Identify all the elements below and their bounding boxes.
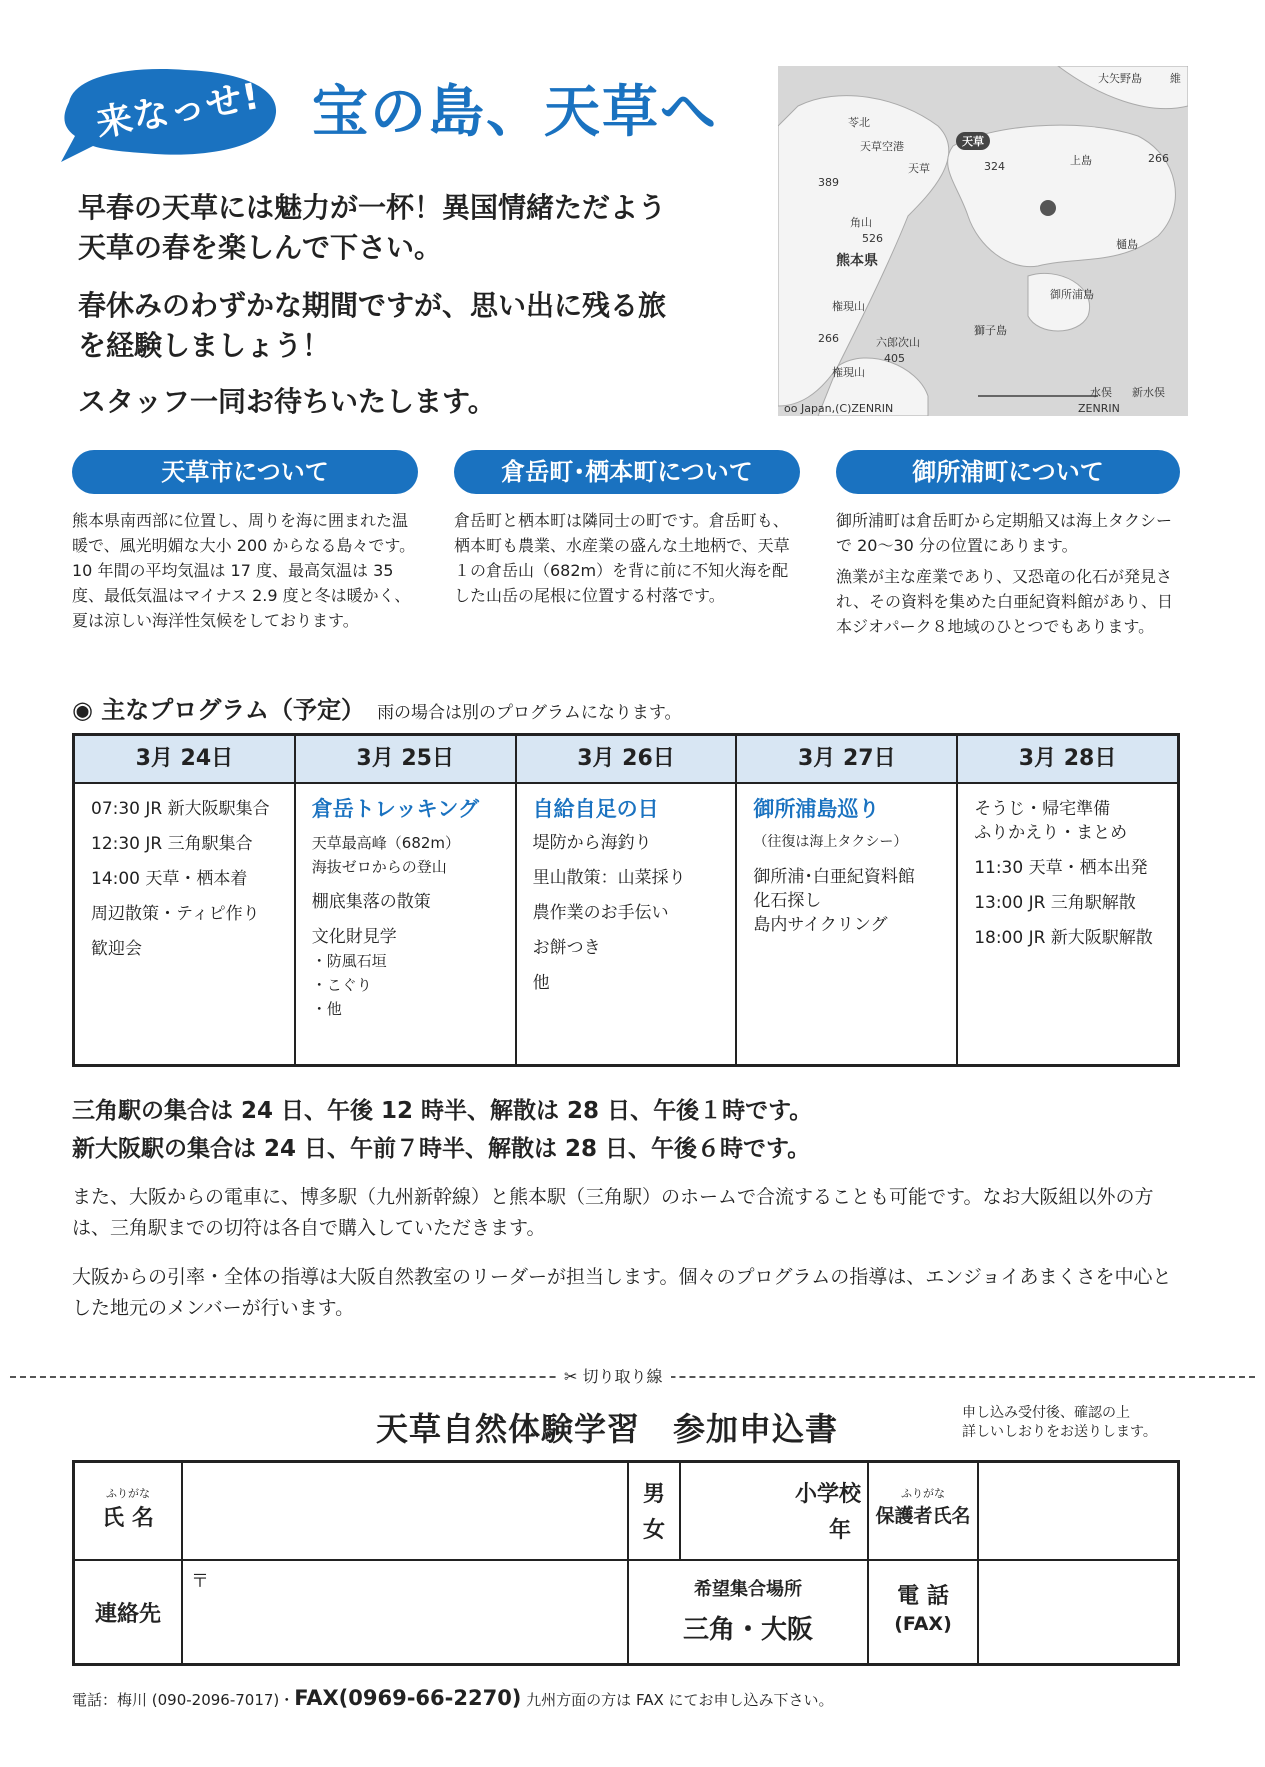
phone-input[interactable]	[979, 1561, 1177, 1665]
schedule-item: 12:30 JR 三角駅集合	[91, 834, 253, 854]
schedule-item: 島内サイクリング	[753, 915, 888, 935]
schedule-item: 里山散策：山菜採り	[532, 868, 686, 888]
badge-text: 来なっせ!	[93, 75, 264, 146]
lead-line-4: を経験しましょう！	[78, 329, 331, 362]
schedule-table	[72, 733, 1180, 1067]
schedule-item: 13:00 JR 三角駅解散	[974, 893, 1136, 913]
schedule-item: 歓迎会	[91, 939, 142, 959]
schedule-item: 天草最高峰（682m）	[311, 834, 461, 852]
phone-label: 電 話	[897, 1584, 949, 1609]
schedule-item: お餅つき	[532, 938, 601, 958]
application-form	[72, 1460, 1180, 1666]
gender-male[interactable]: 男	[642, 1482, 665, 1507]
schedule-item: 07:30 JR 新大阪駅集合	[91, 799, 270, 819]
section-paragraph: 御所浦町は倉岳町から定期船又は海上タクシーで 20〜30 分の位置にあります。	[836, 511, 1173, 555]
footer-contact	[72, 1686, 834, 1710]
map-label: 新水俣	[1132, 386, 1165, 399]
map-label: 熊本県	[836, 253, 878, 269]
program-note: 雨の場合は別のプログラムになります。	[377, 703, 682, 723]
contact-label: 連絡先	[94, 1602, 161, 1627]
fax-label: (FAX)	[894, 1613, 952, 1635]
schedule-item: 海抜ゼロからの登山	[311, 858, 447, 876]
schedule-item: （往復は海上タクシー）	[753, 834, 908, 850]
schedule-day	[737, 736, 958, 1064]
name-label	[75, 1485, 181, 1532]
page-title: 宝の島、天草へ	[312, 80, 718, 145]
map-label: 526	[862, 232, 883, 245]
map-label: 天草	[908, 162, 930, 175]
map-label: 405	[884, 352, 905, 365]
map-label: 天草空港	[860, 140, 904, 153]
schedule-item: ・他	[311, 1000, 342, 1018]
area-map	[778, 66, 1188, 416]
map-label: 獅子島	[974, 324, 1007, 337]
map-label: 上島	[1070, 154, 1092, 167]
schedule-item: 18:00 JR 新大阪駅解散	[974, 928, 1153, 948]
form-title: 天草自然体験学習 参加申込書	[376, 1410, 839, 1448]
schedule-item: 農作業のお手伝い	[532, 903, 669, 923]
furigana: ふりがな	[106, 1487, 150, 1500]
name-input[interactable]	[183, 1463, 627, 1559]
map-label: ZENRIN	[1078, 402, 1120, 415]
section-title-goshoura: 御所浦町について	[836, 450, 1180, 494]
map-label: 266	[1148, 152, 1169, 165]
day-date: 3月 26日	[517, 736, 736, 784]
lead-line-3: 春休みのわずかな期間ですが、思い出に残る旅	[78, 289, 667, 322]
schedule-item: 14:00 天草・栖本着	[91, 869, 248, 889]
section-text-kuratake	[454, 508, 802, 614]
program-heading-text: ◉ 主なプログラム（予定）	[72, 696, 366, 724]
day-date: 3月 25日	[296, 736, 515, 784]
schedule-item: そうじ・帰宅準備	[974, 799, 1111, 819]
guardian-label	[869, 1485, 977, 1528]
program-heading	[72, 690, 682, 725]
day-date: 3月 28日	[958, 736, 1177, 784]
meeting-label: 希望集合場所	[694, 1579, 802, 1600]
lead-line-5: スタッフ一同お待ちいたします。	[78, 385, 496, 418]
guardian-label-text: 保護者氏名	[875, 1505, 971, 1527]
schedule-item: ・こぐり	[311, 976, 372, 994]
day-date: 3月 27日	[737, 736, 956, 784]
meeting-value[interactable]: 三角・大阪	[682, 1615, 813, 1645]
map-label: 大矢野島	[1098, 72, 1142, 85]
map-label: 324	[984, 160, 1005, 173]
map-label: 水俣	[1090, 386, 1112, 399]
map-label: 266	[818, 332, 839, 345]
footer-note: 九州方面の方は FAX にてお申し込み下さい。	[521, 1691, 834, 1709]
map-label: 角山	[850, 216, 872, 229]
day-title: 自給自足の日	[532, 797, 659, 821]
schedule-item: 他	[532, 973, 550, 993]
section-paragraph: 漁業が主な産業であり、又恐竜の化石が発見され、その資料を集めた白亜紀資料館があり、日本ジオパーク８地域のひとつでもあります。	[836, 567, 1173, 636]
cut-line-label: ✂ 切り取り線	[556, 1364, 671, 1387]
schedule-item: ふりかえり・まとめ	[974, 823, 1128, 843]
notice-paragraph-2: 大阪からの引率・全体の指導は大阪自然教室のリーダーが担当します。個々のプログラムの指導は、エンジョイあまくさを中心とした地元のメンバーが行います。	[72, 1266, 1172, 1319]
form-note	[962, 1404, 1157, 1442]
schedule-item: 堤防から海釣り	[532, 833, 652, 853]
grade-label: 年	[828, 1518, 851, 1543]
day-date: 3月 24日	[75, 736, 294, 784]
lead-line-1: 早春の天草には魅力が一杯！異国情緒ただよう	[78, 191, 667, 224]
map-label: 天草	[956, 132, 990, 150]
schedule-item: ・防風石垣	[311, 952, 387, 970]
map-label: 御所浦島	[1050, 288, 1094, 301]
map-label: 389	[818, 176, 839, 189]
notice-mikado: 三角駅の集合は 24 日、午後 12 時半、解散は 28 日、午後１時です。	[72, 1098, 813, 1124]
footer-fax: FAX(0969-66-2270)	[294, 1686, 522, 1710]
section-paragraph: 倉岳町と栖本町は隣同士の町です。倉岳町も、栖本町も農業、水産業の盛んな土地柄で、天草１の倉岳山（682m）を背に前に不知火海を配した山岳の尾根に位置する村落です。	[454, 511, 790, 605]
guardian-input[interactable]	[979, 1463, 1177, 1559]
schedule-item: 11:30 天草・栖本出発	[974, 858, 1148, 878]
form-note-line: 申し込み受付後、確認の上	[962, 1405, 1130, 1421]
section-text-amakusa	[72, 508, 420, 639]
schedule-item: 周辺散策・ティピ作り	[91, 904, 260, 924]
schedule-day	[517, 736, 738, 1064]
footer-phone: 電話：梅川 (090-2096-7017)・	[72, 1691, 295, 1709]
schedule-day	[75, 736, 296, 1064]
notice-shin-osaka: 新大阪駅の集合は 24 日、午前７時半、解散は 28 日、午後６時です。	[72, 1136, 811, 1162]
contact-input[interactable]	[191, 1567, 621, 1657]
schedule-day	[296, 736, 517, 1064]
map-label: 六郎次山	[876, 336, 920, 349]
name-label-text: 氏 名	[102, 1506, 154, 1531]
schedule-day	[958, 736, 1177, 1064]
section-paragraph: 熊本県南西部に位置し、周りを海に囲まれた温暖で、風光明媚な大小 200 からなる島々です。10 年間の平均気温は 17 度、最高気温は 35 度、最低気温はマイナス 2.9 度と冬は暖かく、夏は涼しい海洋性気候をしております。	[72, 511, 416, 630]
section-title-amakusa: 天草市について	[72, 450, 418, 494]
day-title: 倉岳トレッキング	[311, 797, 479, 821]
lead-line-2: 天草の春を楽しんで下さい。	[78, 231, 443, 264]
schedule-item: 棚底集落の散策	[311, 892, 431, 912]
section-text-goshoura	[836, 508, 1180, 645]
gender-female[interactable]: 女	[642, 1518, 665, 1543]
day-title: 御所浦島巡り	[753, 797, 880, 821]
schedule-item: 御所浦･白亜紀資料館	[753, 867, 915, 887]
schedule-item: 化石探し	[753, 891, 822, 911]
form-note-line: 詳しいしおりをお送りします。	[962, 1424, 1157, 1440]
map-label: 権現山	[832, 366, 865, 379]
map-label: 権現山	[832, 300, 865, 313]
map-copyright: oo Japan,(C)ZENRIN	[784, 402, 894, 415]
school-label: 小学校	[794, 1482, 861, 1507]
map-label: 苓北	[848, 116, 870, 129]
schedule-item: 文化財見学	[311, 927, 397, 947]
map-label: 維	[1170, 72, 1181, 85]
postal-mark: 〒	[191, 1571, 209, 1592]
notice-paragraph-1: また、大阪からの電車に、博多駅（九州新幹線）と熊本駅（三角駅）のホームで合流することも可能です。なお大阪組以外の方は、三角駅までの切符は各自で購入していただきます。	[72, 1186, 1154, 1239]
map-label: 樋島	[1116, 238, 1138, 251]
furigana: ふりがな	[901, 1487, 945, 1500]
section-title-kuratake: 倉岳町･栖本町について	[454, 450, 800, 494]
